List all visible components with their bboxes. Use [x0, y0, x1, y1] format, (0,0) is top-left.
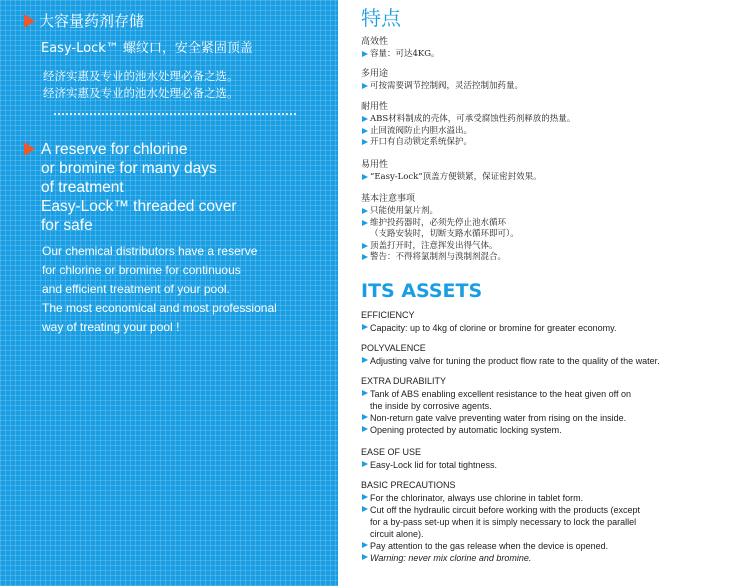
- bullet-item: “Easy-Lock”顶盖方便锁紧，保证密封效果。: [361, 172, 542, 184]
- bullet-item: Capacity: up to 4kg of clorine or bromine for greater economy.: [361, 322, 616, 334]
- en-body-line: way of treating your pool !: [42, 320, 180, 334]
- bullet-item: ABS材料制成的壳体，可承受腐蚀性药剂释放的热量。: [361, 114, 575, 126]
- bullet-triangle-icon: [362, 494, 368, 500]
- cn-subheading-text: 螺纹口，安全紧固顶盖: [118, 41, 253, 56]
- bullet-item: Opening protected by automatic locking system.: [361, 424, 631, 436]
- cn-body-line: 经济实惠及专业的池水处理必备之选。: [43, 86, 239, 100]
- bullet-item: 只能使用氯片剂。: [361, 206, 519, 218]
- cn-body-line: 经济实惠及专业的池水处理必备之选。: [43, 69, 239, 83]
- bullet-triangle-icon: [362, 116, 368, 122]
- bullet-item: Cut off the hydraulic circuit before working with the products (except: [361, 504, 640, 516]
- en-section-ease-of-use: [361, 446, 497, 471]
- bullet-item: 开口有自动锁定系统保护。: [361, 137, 575, 149]
- en-body-line: The most economical and most professional: [42, 301, 277, 315]
- bullet-triangle-icon: [362, 243, 368, 249]
- bullet-item: 顶盖打开时，注意挥发出得气体。: [361, 241, 519, 253]
- en-heading-line: A reserve for chlorine: [41, 141, 188, 158]
- bullet-triangle-icon: [362, 357, 368, 363]
- section-heading: BASIC PRECAUTIONS: [361, 480, 456, 490]
- en-heading: [41, 140, 237, 235]
- cn-section-polyvalence: [361, 68, 523, 93]
- en-heading-line: Easy-Lock™ threaded cover: [41, 198, 237, 215]
- section-heading: 易用性: [361, 160, 389, 170]
- en-section-polyvalence: [361, 342, 660, 367]
- section-heading: EXTRA DURABILITY: [361, 376, 447, 386]
- orange-triangle-icon: [24, 14, 35, 28]
- cn-subheading-brand: Easy-Lock™: [41, 41, 119, 56]
- bullet-continuation: for a by-pass set-up when it is simply necessary to lock the parallel: [370, 517, 637, 527]
- en-body: [42, 242, 277, 337]
- cn-features-title: 特点: [361, 6, 401, 30]
- bullet-triangle-icon: [362, 254, 368, 260]
- bullet-item: Tank of ABS enabling excellent resistance to the heat given off on: [361, 388, 631, 400]
- bullet-triangle-icon: [362, 390, 368, 396]
- bullet-continuation: （支路安装时，切断支路水循环即可）。: [370, 229, 519, 239]
- section-heading: POLYVALENCE: [361, 343, 426, 353]
- section-heading: EASE OF USE: [361, 447, 422, 457]
- bullet-triangle-icon: [362, 83, 368, 89]
- cn-section-ease-of-use: [361, 159, 542, 184]
- section-heading: 多用途: [361, 69, 389, 79]
- en-heading-line: of treatment: [41, 179, 124, 196]
- bullet-continuation: circuit alone).: [370, 529, 424, 539]
- cn-heading: 大容量药剂存储: [39, 12, 145, 30]
- orange-triangle-icon: [24, 142, 35, 156]
- bullet-triangle-icon: [362, 51, 368, 57]
- section-heading: 高效性: [361, 37, 389, 47]
- bullet-triangle-icon: [362, 426, 368, 432]
- bullet-item: Pay attention to the gas release when the device is opened.: [361, 540, 640, 552]
- cn-section-efficiency: [361, 36, 440, 61]
- bullet-item: For the chlorinator, always use chlorine in tablet form.: [361, 492, 640, 504]
- bullet-triangle-icon: [362, 414, 368, 420]
- bullet-triangle-icon: [362, 128, 368, 134]
- bullet-item: Non-return gate valve preventing water from rising on the inside.: [361, 412, 631, 424]
- en-heading-line: or bromine for many days: [41, 160, 217, 177]
- bullet-triangle-icon: [362, 139, 368, 145]
- section-heading: 耐用性: [361, 102, 389, 112]
- en-body-line: for chlorine or bromine for continuous: [42, 263, 241, 277]
- bullet-item: 维护投药器时，必须先停止池水循环: [361, 218, 519, 230]
- bullet-triangle-icon: [362, 554, 368, 560]
- bullet-triangle-icon: [362, 174, 368, 180]
- bullet-triangle-icon: [362, 324, 368, 330]
- section-heading: 基本注意事项: [361, 194, 416, 204]
- en-body-line: Our chemical distributors have a reserve: [42, 244, 258, 258]
- en-section-precautions: [361, 479, 640, 564]
- section-heading: EFFICIENCY: [361, 310, 415, 320]
- cn-section-durability: [361, 101, 575, 149]
- dotted-divider: [54, 113, 298, 115]
- left-panel: [0, 0, 338, 586]
- bullet-item: 止回流阀防止内胆水溢出。: [361, 126, 575, 138]
- en-heading-line: for safe: [41, 217, 93, 234]
- cn-section-precautions: [361, 193, 519, 264]
- bullet-item: 警告：不得将氯制剂与溴制剂混合。: [361, 252, 519, 264]
- bullet-triangle-icon: [362, 220, 368, 226]
- bullet-item: Adjusting valve for tuning the product flow rate to the quality of the water.: [361, 355, 660, 367]
- bullet-item: 容量：可达4KG。: [361, 49, 440, 61]
- bullet-item: 可按需要调节控制阀，灵活控制加药量。: [361, 81, 523, 93]
- en-assets-title: ITS ASSETS: [361, 280, 483, 302]
- cn-subheading: [41, 40, 253, 57]
- bullet-triangle-icon: [362, 542, 368, 548]
- bullet-triangle-icon: [362, 208, 368, 214]
- bullet-item: Easy-Lock lid for total tightness.: [361, 459, 497, 471]
- bullet-continuation: the inside by corrosive agents.: [370, 401, 492, 411]
- bullet-triangle-icon: [362, 506, 368, 512]
- bullet-item-warning: Warning: never mix clorine and bromine.: [361, 552, 640, 564]
- cn-body: [43, 68, 239, 102]
- en-body-line: and efficient treatment of your pool.: [42, 282, 230, 296]
- en-section-efficiency: [361, 309, 616, 334]
- en-section-durability: [361, 375, 631, 436]
- bullet-triangle-icon: [362, 461, 368, 467]
